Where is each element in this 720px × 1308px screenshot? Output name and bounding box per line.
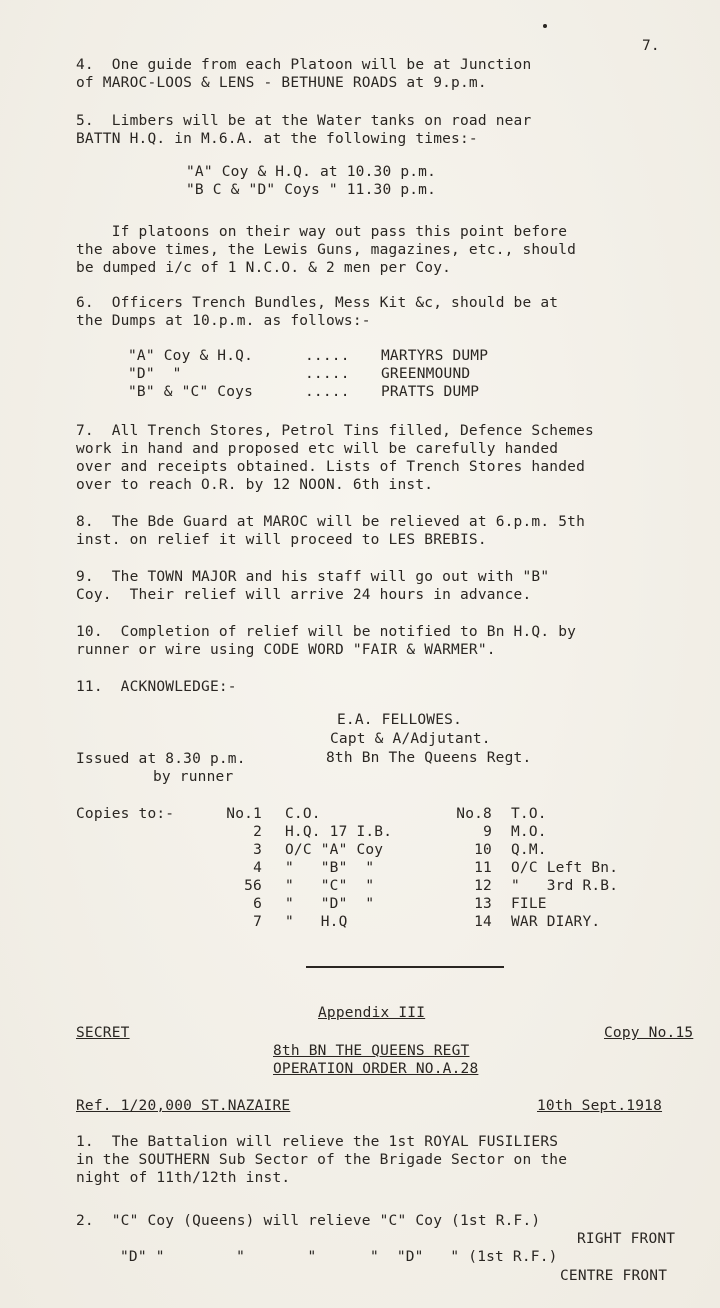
op-para-1-line-3: night of 11th/12th inst. xyxy=(76,1170,291,1186)
copy-recipient: " "B" " xyxy=(285,860,375,876)
para-5-line-2: BATTN H.Q. in M.6.A. at the following times:- xyxy=(76,131,478,147)
para-8-line-1: 8. The Bde Guard at MAROC will be relieved at 6.p.m. 5th xyxy=(76,514,585,530)
para-5-note-2: the above times, the Lewis Guns, magazines, etc., should xyxy=(76,242,577,258)
copy-number: 56 xyxy=(244,878,262,894)
copy-number: 4 xyxy=(253,860,262,876)
secret-label: SECRET xyxy=(76,1025,130,1041)
signature-unit: 8th Bn The Queens Regt. xyxy=(326,750,532,766)
copy-number: 2 xyxy=(253,824,262,840)
copy-recipient: H.Q. 17 I.B. xyxy=(285,824,393,840)
para-7-line-3: over and receipts obtained. Lists of Trench Stores handed xyxy=(76,459,585,475)
copy-recipient: " "D" " xyxy=(285,896,375,912)
dump-row-dots: ..... xyxy=(305,384,350,400)
para-10-line-2: runner or wire using CODE WORD "FAIR & WARMER". xyxy=(76,642,496,658)
para-6-line-1: 6. Officers Trench Bundles, Mess Kit &c, should be at xyxy=(76,295,559,311)
dump-row-coy: "D" " xyxy=(128,366,182,382)
copy-recipient: O/C "A" Coy xyxy=(285,842,384,858)
right-front-label: RIGHT FRONT xyxy=(577,1231,676,1247)
dump-row-name: PRATTS DUMP xyxy=(381,384,480,400)
copy-number: 11 xyxy=(474,860,492,876)
copy-number: No.1 xyxy=(226,806,262,822)
dump-row-dots: ..... xyxy=(305,348,350,364)
para-7-line-4: over to reach O.R. by 12 NOON. 6th inst. xyxy=(76,477,434,493)
para-9-line-2: Coy. Their relief will arrive 24 hours in advance. xyxy=(76,587,532,603)
dump-row-coy: "A" Coy & H.Q. xyxy=(128,348,254,364)
copy-recipient: C.O. xyxy=(285,806,321,822)
copy-recipient: Q.M. xyxy=(511,842,547,858)
copy-number: 9 xyxy=(483,824,492,840)
para-6-line-2: the Dumps at 10.p.m. as follows:- xyxy=(76,313,371,329)
copy-recipient: T.O. xyxy=(511,806,547,822)
para-5-line-1: 5. Limbers will be at the Water tanks on road near xyxy=(76,113,532,129)
para-8-line-2: inst. on relief it will proceed to LES BREBIS. xyxy=(76,532,487,548)
dump-row-name: GREENMOUND xyxy=(381,366,471,382)
ink-mark xyxy=(543,24,547,28)
op-para-1-line-2: in the SOUTHERN Sub Sector of the Brigade Sector on the xyxy=(76,1152,568,1168)
para-5-note-3: be dumped i/c of 1 N.C.O. & 2 men per Coy. xyxy=(76,260,452,276)
dump-row-name: MARTYRS DUMP xyxy=(381,348,489,364)
op-para-2-line-2: "D" " " " " "D" " (1st R.F.) xyxy=(120,1249,558,1265)
dump-row-coy: "B" & "C" Coys xyxy=(128,384,254,400)
issued-line-1: Issued at 8.30 p.m. xyxy=(76,751,246,767)
copies-label: Copies to:- xyxy=(76,806,175,822)
copy-recipient: FILE xyxy=(511,896,547,912)
order-date: 10th Sept.1918 xyxy=(537,1098,663,1114)
copy-recipient: " H.Q xyxy=(285,914,348,930)
dump-row-dots: ..... xyxy=(305,366,350,382)
para-9-line-1: 9. The TOWN MAJOR and his staff will go out with "B" xyxy=(76,569,550,585)
map-reference: Ref. 1/20,000 ST.NAZAIRE xyxy=(76,1098,291,1114)
section-divider xyxy=(306,966,504,968)
copy-number: 6 xyxy=(253,896,262,912)
copy-number: 13 xyxy=(474,896,492,912)
order-heading-2: OPERATION ORDER NO.A.28 xyxy=(273,1061,479,1077)
issued-line-2: by runner xyxy=(153,769,234,785)
para-4-line-2: of MAROC-LOOS & LENS - BETHUNE ROADS at 9.p.m. xyxy=(76,75,487,91)
signature-rank: Capt & A/Adjutant. xyxy=(330,731,491,747)
para-7-line-1: 7. All Trench Stores, Petrol Tins filled, Defence Schemes xyxy=(76,423,594,439)
copy-number: 7 xyxy=(253,914,262,930)
para-4-line-1: 4. One guide from each Platoon will be at Junction xyxy=(76,57,532,73)
order-heading-1: 8th BN THE QUEENS REGT xyxy=(273,1043,470,1059)
copy-recipient: " 3rd R.B. xyxy=(511,878,619,894)
para-10-line-1: 10. Completion of relief will be notified to Bn H.Q. by xyxy=(76,624,577,640)
para-7-line-2: work in hand and proposed etc will be carefully handed xyxy=(76,441,559,457)
copy-number: 10 xyxy=(474,842,492,858)
page-number: 7. xyxy=(642,38,660,54)
copy-number: 14 xyxy=(474,914,492,930)
signature-name: E.A. FELLOWES. xyxy=(337,712,463,728)
appendix-title: Appendix III xyxy=(318,1005,426,1021)
centre-front-label: CENTRE FRONT xyxy=(560,1268,668,1284)
copy-number: No.8 xyxy=(456,806,492,822)
para-5-time-2: "B C & "D" Coys " 11.30 p.m. xyxy=(186,182,437,198)
copy-number-label: Copy No.15 xyxy=(604,1025,694,1041)
copy-number: 3 xyxy=(253,842,262,858)
copy-recipient: M.O. xyxy=(511,824,547,840)
copy-recipient: O/C Left Bn. xyxy=(511,860,619,876)
copy-number: 12 xyxy=(474,878,492,894)
para-5-note-1: If platoons on their way out pass this point before xyxy=(76,224,568,240)
para-11: 11. ACKNOWLEDGE:- xyxy=(76,679,237,695)
op-para-2-line-1: 2. "C" Coy (Queens) will relieve "C" Coy (1st R.F.) xyxy=(76,1213,541,1229)
copy-recipient: WAR DIARY. xyxy=(511,914,601,930)
copy-recipient: " "C" " xyxy=(285,878,375,894)
op-para-1-line-1: 1. The Battalion will relieve the 1st ROYAL FUSILIERS xyxy=(76,1134,559,1150)
para-5-time-1: "A" Coy & H.Q. at 10.30 p.m. xyxy=(186,164,437,180)
